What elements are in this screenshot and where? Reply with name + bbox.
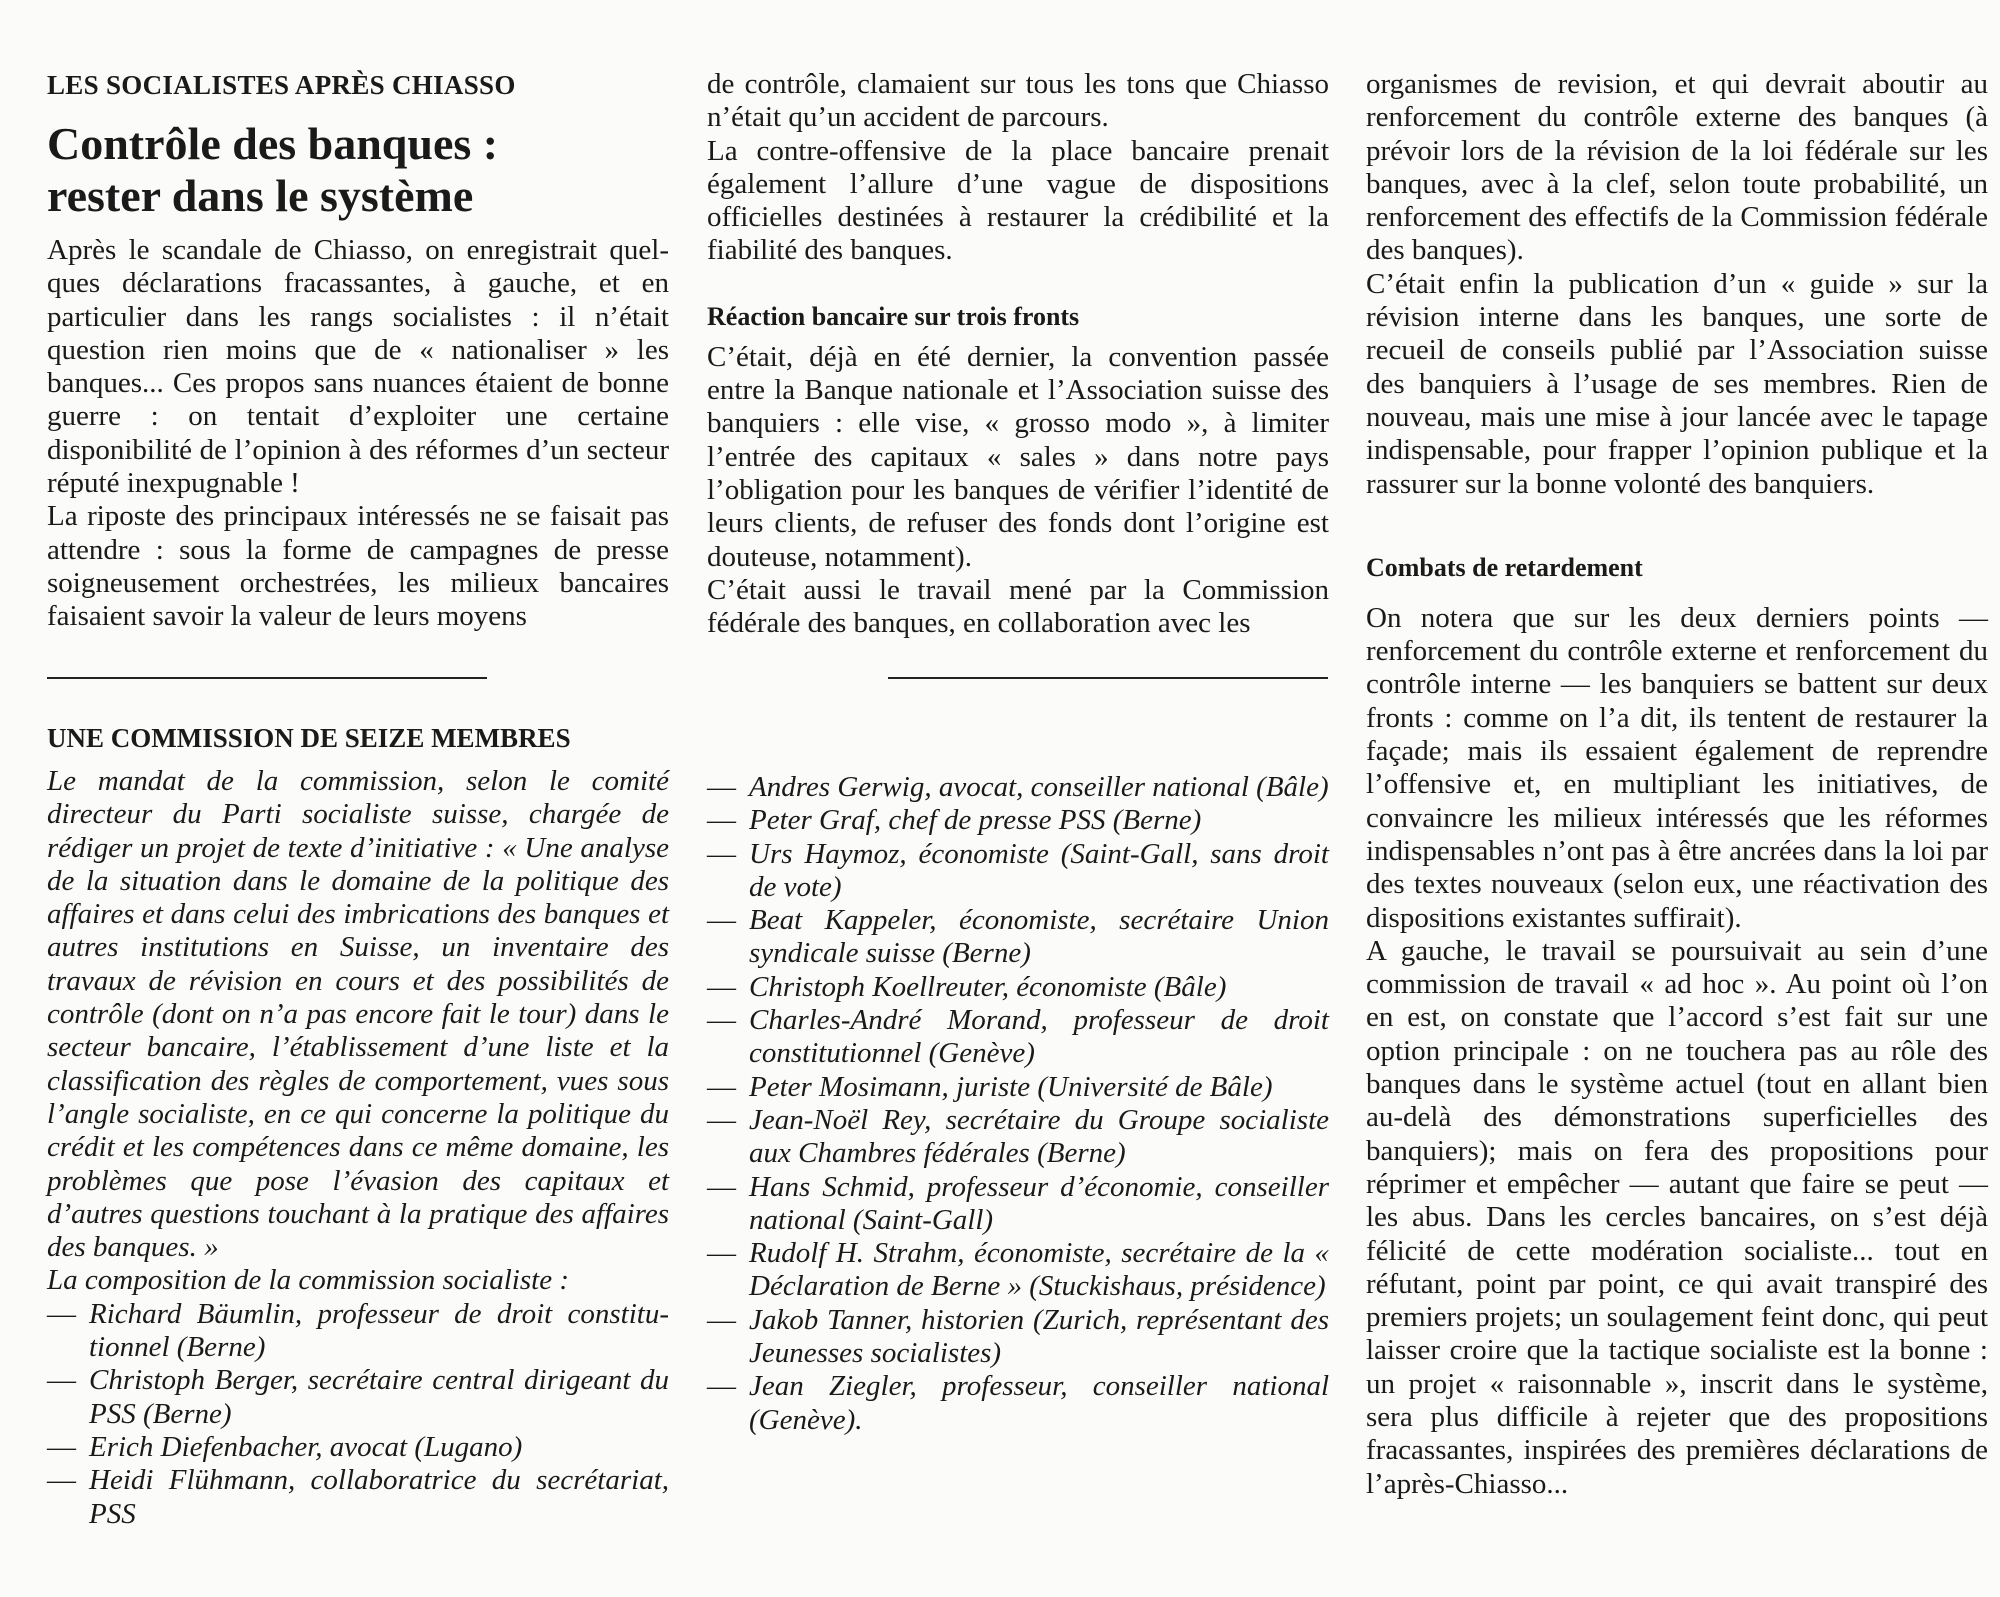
member-item [707,838,1329,905]
article-headline [47,118,687,222]
member-text: Jakob Tanner, historien (Zurich, représentant des Jeunesses socialistes) [749,1303,1329,1370]
member-item [707,1304,1329,1371]
member-text: Hans Schmid, professeur d’économie, conseiller national (Saint-Gall) [749,1170,1329,1236]
member-item [707,971,1329,1004]
member-item [707,1071,1329,1104]
member-item [707,1171,1329,1238]
commission-box-column-2 [707,771,1329,1437]
member-text: Christoph Koellreuter, économiste (Bâle) [749,970,1227,1003]
list-dash: — [47,1364,76,1397]
member-text: Jean-Noël Rey, secrétaire du Groupe socialiste aux Chambres fédérales (Berne) [749,1103,1329,1170]
member-text: Erich Diefenbacher, avocat (Lugano) [89,1430,523,1463]
list-dash: — [707,837,736,870]
member-text: Andres Gerwig, avocat, conseiller national (Bâle) [749,771,1329,803]
paragraph: On notera que sur les deux derniers points — renforcement du contrôle externe et renforcement du contrôle interne — les banquiers se battent sur deux fronts : comme on l’a dit, ils tentent de restaurer la façade; mais ils essaient également de reprendre l’offensive et, en multipliant les initiatives, de convaincre les milieux intéressés que les réformes indispensables n’ont pas à être ancrées dans la loi par des textes nouveaux (selon eux, une réactivation des dispositions existantes suffirait). [1366,601,1988,934]
article-column-3 [1366,68,1988,1501]
member-text: Heidi Flühmann, collaboratrice du secrétariat, PSS [89,1464,669,1530]
article-kicker: LES SOCIALISTES APRÈS CHIASSO [47,70,516,100]
paragraph: La contre-offensive de la place bancaire prenait également l’allure d’une vague de dispositions officielles destinées à restaurer la crédibilité et la fiabilité des banques. [707,134,1329,267]
list-dash: — [707,1370,736,1403]
list-dash: — [707,804,736,837]
member-text: Peter Graf, chef de presse PSS (Berne) [749,804,1202,837]
paragraph: C’était enfin la publication d’un « guide » sur la révision interne dans les banques, une sorte de recueil de conseils publié par l’Association suisse des banquiers à l’usage de ses membres. Rien de nouveau, mais une mise à jour lancée avec le tapage indispensable, pour frapper l’opinion publique et la rassurer sur la bonne volonté des banquiers. [1366,267,1988,500]
list-dash: — [707,771,736,803]
paragraph: La riposte des principaux intéressés ne se faisait pas attendre : sous la forme de campagnes de presse soigneusement orchestrées, les milieux bancaires faisaient savoir la valeur de leurs moyens [47,500,669,633]
member-item [707,1237,1329,1304]
article-column-2 [707,68,1329,640]
member-text: Beat Kappeler, économiste, secrétaire Union syndicale suisse (Berne) [749,904,1329,970]
member-item [47,1431,669,1464]
member-text: Urs Haymoz, économiste (Saint-Gall, sans droit de vote) [749,837,1329,903]
member-item [47,1364,669,1431]
member-text: Christoph Berger, secrétaire central dirigeant du PSS (Berne) [89,1364,669,1430]
composition-intro: La composition de la commission socialiste : [47,1264,569,1297]
article-column-1 [47,234,669,634]
commission-mandate: Le mandat de la commission, selon le comité directeur du Parti socialiste suisse, chargée de rédiger un projet de texte d’initiative : « Une analyse de la situation dans le domaine de la politique des affaires et dans celui des imbrications des banques et autres institutions en Suisse, un inventaire des travaux de révision en cours et des possibilités de contrôle (dont on n’a pas encore fait le tour) dans le secteur bancaire, l’établissement d’une liste et la classification des règles de comportement, vues sous l’angle socialiste, en ce qui concerne la politique du crédit et les compétences dans ce même domaine, les problèmes que pose l’évasion des capitaux et d’autres questions touchant à la pratique des affaires des banques. » [47,765,669,1264]
headline-line-1: Contrôle des banques : [47,118,499,169]
list-dash: — [47,1430,76,1463]
member-text: Peter Mosimann, juriste (Université de Bâle) [749,1070,1273,1103]
divider-rule [47,677,487,679]
list-dash: — [47,1297,76,1330]
member-item [707,1370,1329,1437]
paragraph: Après le scandale de Chiasso, on enregistrait quelques déclarations fracassantes, à gauche, et en particulier dans les rangs socialistes : il n’était question rien moins que de « nationaliser » les banques... Ces propos sans nuances étaient de bonne guerre : on tentait d’exploiter une certaine disponibilité de l’opinion à des réformes d’un secteur réputé inexpugnable ! [47,234,669,500]
member-text: Jean Ziegler, professeur, conseiller national (Genève). [749,1370,1329,1436]
member-item [47,1298,669,1365]
list-dash: — [707,904,736,937]
members-list-1 [47,1298,669,1531]
paragraph: de contrôle, clamaient sur tous les tons que Chiasso n’était qu’un accident de parcours. [707,68,1329,134]
member-item [707,804,1329,837]
list-dash: — [707,1170,736,1203]
commission-box-column-1 [47,722,669,1531]
member-item [707,1004,1329,1071]
list-dash: — [707,970,736,1003]
list-dash: — [707,1303,736,1336]
list-dash: — [707,1070,736,1103]
members-list-2 [707,771,1329,1437]
paragraph: organismes de revision, et qui devrait aboutir au renforcement du contrôle externe des banques (à prévoir lors de la révision de la loi fédérale sur les banques, avec à la clef, selon toute probabilité, un renforcement des effectifs de la Commission fédérale des banques). [1366,68,1988,267]
paragraph: C’était, déjà en été dernier, la convention passée entre la Banque nationale et l’Association suisse des banquiers : elle vise, « grosso modo », à limiter l’entrée des capitaux « sales » dans notre pays l’obligation pour les banques de vérifier l’identité de leurs clients, de refuser des fonds dont l’origine est douteuse, notamment). [707,340,1329,573]
member-text: Charles-André Morand, professeur de droit constitutionnel (Genève) [749,1004,1329,1070]
member-item [707,771,1329,804]
member-text: Rudolf H. Strahm, économiste, secrétaire de la « Déclaration de Berne » (Stuckishaus, présidence) [749,1237,1329,1303]
list-dash: — [47,1464,76,1497]
paragraph: A gauche, le travail se poursuivait au sein d’une commission de travail « ad hoc ». Au point où l’on en est, on constate que l’accord s’est fait sur une option principale : on ne touchera pas au rôle des banques dans le système actuel (tout en allant bien au-delà des démonstrations superficielles des banquiers); mais on fera des propositions pour réprimer et empêcher — autant que faire se peut — les abus. Dans les cercles bancaires, on s’est déjà félicité de cette modération socialiste... tout en réfutant, point par point, ce qui avait transpiré des premiers projets; un soulagement feint donc, qui peut laisser croire que la tactique socialiste est la bonne : un projet « raisonnable », inscrit dans le système, sera plus difficile à rejeter que des propositions fracassantes, inspirées des premières déclarations de l’après-Chiasso... [1366,934,1988,1500]
member-item [707,904,1329,971]
section-subhead: Réaction bancaire sur trois fronts [707,301,1080,331]
member-item [707,1104,1329,1171]
box-title: UNE COMMISSION DE SEIZE MEMBRES [47,723,571,753]
list-dash: — [707,1103,736,1136]
list-dash: — [707,1004,736,1037]
member-text: Richard Bäumlin, professeur de droit constitutionnel (Berne) [89,1297,669,1364]
paragraph: C’était aussi le travail mené par la Commission fédérale des banques, en collaboration avec les [707,573,1329,640]
section-subhead: Combats de retardement [1366,552,1643,582]
headline-line-2: rester dans le système [47,170,474,221]
list-dash: — [707,1237,736,1270]
member-item [47,1464,669,1531]
divider-rule [888,677,1328,679]
